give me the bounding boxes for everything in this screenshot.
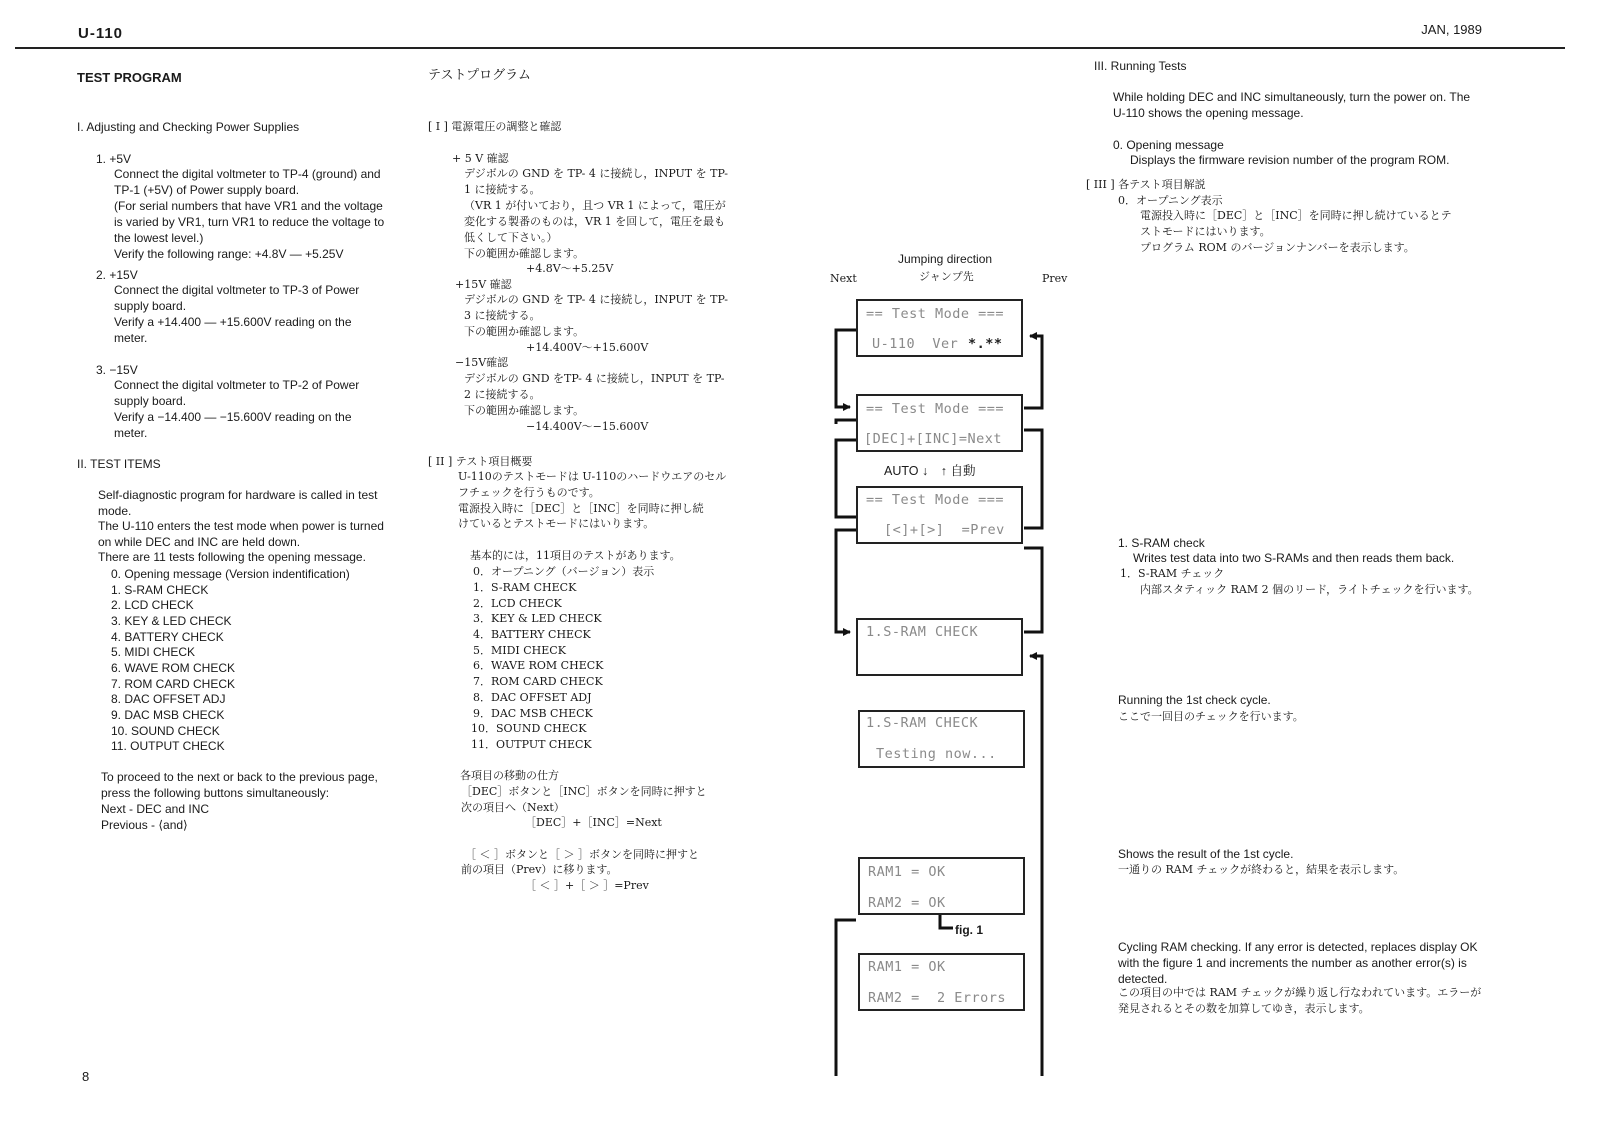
jump-direction-label: Jumping direction [898,252,993,266]
jp-test-item: 2．LCD CHECK [473,597,562,610]
en-nav-line: Previous - ⟨and⟩ [101,818,188,832]
jp-sec3-heading: [ III ] 各テスト項目解説 [1086,178,1206,191]
lcd-line: == Test Mode === [866,401,1005,417]
en-test-item: 4. BATTERY CHECK [111,630,224,644]
jp-test-item: 5．MIDI CHECK [473,644,566,657]
en-test-item: 9. DAC MSB CHECK [111,708,225,722]
jp-item2-range: +14.400V～+15.600V [526,341,649,354]
lcd-line: [DEC]+[INC]=Next [864,431,1003,447]
en-item1-line: the lowest level.) [114,231,204,245]
en-item1-line: Verify the following range: +4.8V — +5.25V [114,247,344,261]
cycling-line: with the figure 1 and increments the number as another error(s) is [1118,956,1467,970]
sec3-heading: III. Running Tests [1094,59,1187,73]
jp-test-item: 7．ROM CARD CHECK [473,675,603,688]
en-nav-line: Next - DEC and INC [101,802,210,816]
lcd-sram-check [856,618,1023,676]
jp-title: テストプログラム [428,68,531,83]
jp-test-item: 6．WAVE ROM CHECK [473,659,604,672]
lcd-line: [<]+[>] =Prev [884,522,1005,538]
en-item3-line: Connect the digital voltmeter to TP-2 of Power [114,378,360,392]
lcd-opening [856,299,1023,357]
jp-item1-line: 変化する製番のものは，VR 1 を回して，電圧を最も [464,215,725,228]
en-item1-line: (For serial numbers that have VR1 and the voltage [114,199,383,213]
jp-test-item: 10．SOUND CHECK [471,722,587,735]
en-test-item: 8. DAC OFFSET ADJ [111,692,226,706]
jp-sec2-intro-line: 電源投入時に［DEC］と［INC］を同時に押し続 [458,502,704,515]
cycle1-text: Running the 1st check cycle. [1118,693,1271,707]
jp-sec1-heading: [ I ] 電源電圧の調整と確認 [428,120,562,133]
jp-test-item: 8．DAC OFFSET ADJ [473,691,592,704]
jp-test-item: 1．S-RAM CHECK [473,581,577,594]
auto-label: AUTO ↓ ↑ 自動 [884,464,976,478]
jp-opening-line: 電源投入時に［DEC］と［INC］を同時に押し続けているとテ [1140,209,1452,222]
en-title: TEST PROGRAM [77,70,182,85]
en-sec1-heading: I. Adjusting and Checking Power Supplies [77,120,300,134]
document-date: JAN, 1989 [1421,22,1482,37]
jp-nav-formula-next: ［DEC］+［INC］=Next [525,816,662,829]
en-test-item: 5. MIDI CHECK [111,645,196,659]
en-test-item: 6. WAVE ROM CHECK [111,661,236,675]
lcd-line: Testing now... [876,746,997,762]
jp-item1-line: 低くして下さい。） [464,231,558,244]
lcd-sram-errors [858,953,1025,1011]
jp-nav-line: 前の項目（Prev）に移ります。 [461,863,618,876]
result1-text: Shows the result of the 1st cycle. [1118,847,1294,861]
cycling-line: Cycling RAM checking. If any error is detected, replaces display OK [1118,940,1478,954]
lcd-line: RAM2 = OK [868,895,946,911]
jp-test-item: 4．BATTERY CHECK [473,628,591,641]
page-number: 8 [82,1069,90,1084]
en-item2-line: meter. [114,331,148,345]
opening-label: 0. Opening message [1113,138,1224,152]
lcd-line: RAM2 = 2 Errors [868,990,1007,1006]
sec3-line: While holding DEC and INC simultaneously, turn the power on. The [1113,90,1471,104]
en-sec2-intro-line: mode. [98,504,132,518]
en-item1-label: 1. +5V [96,152,132,166]
jp-nav-formula-prev: ［ ＜ ］+［ ＞ ］=Prev [525,879,649,892]
jp-item3-line: 2 に接続する。 [464,388,541,401]
jp-opening-label: 0．オープニング表示 [1118,194,1223,207]
next-label: Next [830,272,857,285]
jp-test-item: 0．オープニング（バージョン）表示 [473,565,655,578]
lcd-sram-testing [858,710,1025,768]
jp-item3-line: デジボルの GND をTP- 4 に接続し，INPUT を TP- [464,372,725,385]
en-sec2-intro-line: The U-110 enters the test mode when power is turned [98,519,384,533]
jp-sec2-intro-line: U-110のテストモードは U-110のハードウエアのセル [458,470,727,483]
lcd-line: RAM1 = OK [868,959,946,975]
jp-sec2-intro-line: けているとテストモードにはいります。 [458,517,655,530]
jp-nav-line: 次の項目へ（Next） [461,801,565,814]
model-name: U-110 [78,25,124,42]
en-test-item: 2. LCD CHECK [111,598,194,612]
lcd-line: U-110 Ver [872,336,959,352]
jp-test-item: 9．DAC MSB CHECK [473,707,593,720]
en-nav-line: press the following buttons simultaneously: [101,786,330,800]
jp-nav-line: ［DEC］ボタンと［INC］ボタンを同時に押すと [461,785,707,798]
jp-opening-line: プログラム ROM のバージョンナンバーを表示します。 [1140,241,1415,254]
lcd-test-mode-prev [856,486,1023,544]
jump-direction-label-jp: ジャンプ先 [919,270,974,283]
en-item2-line: supply board. [114,299,187,313]
jp-item1-line: 1 に接続する。 [464,183,541,196]
jp-tests-intro: 基本的には，11項目のテストがあります。 [470,549,681,562]
jp-item3-label: −15V確認 [455,356,509,369]
jp-item2-line: デジボルの GND を TP- 4 に接続し，INPUT を TP- [464,293,728,306]
jp-test-item: 3．KEY & LED CHECK [473,612,602,625]
lcd-line: == Test Mode === [866,306,1005,322]
jp-item2-line: 下の範囲か確認します。 [464,325,585,338]
jp-cycling-line: 発見されるとその数を加算してゆき，表示します。 [1118,1002,1370,1015]
lcd-line: 1.S-RAM CHECK [866,624,979,640]
jp-item3-line: 下の範囲か確認します。 [464,404,585,417]
cycling-line: detected. [1118,972,1168,986]
jp-sec2-intro-line: フチェックを行うものです。 [458,486,600,499]
jp-item1-label: + 5 V 確認 [452,152,509,165]
lcd-line: == Test Mode === [866,492,1005,508]
en-test-item: 1. S-RAM CHECK [111,583,209,597]
jp-item3-range: −14.400V～−15.600V [526,420,649,433]
en-sec2-intro-line: on while DEC and INC are held down. [98,535,301,549]
lcd-version: *.** [968,336,1003,352]
jp-item1-line: （VR 1 が付いており，且つ VR 1 によって，電圧が [464,199,726,212]
en-item2-line: Verify a +14.400 — +15.600V reading on the [114,315,352,329]
en-item3-label: 3. −15V [96,363,138,377]
en-test-item: 3. KEY & LED CHECK [111,614,232,628]
en-item1-line: TP-1 (+5V) of Power supply board. [114,183,300,197]
en-test-item: 11. OUTPUT CHECK [111,739,225,753]
jp-item1-line: デジボルの GND を TP- 4 に接続し，INPUT を TP- [464,167,728,180]
en-test-item: 0. Opening message (Version indentification) [111,567,350,581]
lcd-line: 1.S-RAM CHECK [866,715,979,731]
en-sec2-intro-line: There are 11 tests following the opening message. [98,550,366,564]
en-nav-line: To proceed to the next or back to the previous page, [101,770,378,784]
jp-result1-text: 一通りの RAM チェックが終わると，結果を表示します。 [1118,863,1405,876]
jp-cycle1-text: ここで一回目のチェックを行います。 [1118,710,1304,723]
en-test-item: 7. ROM CARD CHECK [111,677,236,691]
lcd-test-mode-next [856,394,1023,452]
en-item2-label: 2. +15V [96,268,138,282]
lcd-line: RAM1 = OK [868,864,946,880]
opening-desc: Displays the firmware revision number of the program ROM. [1130,153,1450,167]
prev-label: Prev [1042,272,1068,285]
jp-item1-range: +4.8V～+5.25V [526,262,614,275]
jp-sram-label: 1．S-RAM チェック [1120,567,1225,580]
fig-label: fig. 1 [955,923,984,937]
jp-nav-line: ［ ＜ ］ボタンと［ ＞ ］ボタンを同時に押すと [465,848,699,861]
en-item3-line: meter. [114,426,148,440]
en-sec2-heading: II. TEST ITEMS [77,457,161,471]
jp-item1-line: 下の範囲か確認します。 [464,247,585,260]
jp-item2-label: +15V 確認 [455,278,512,291]
jp-test-item: 11．OUTPUT CHECK [471,738,592,751]
jp-cycling-line: この項目の中では RAM チェックが繰り返し行なわれています。エラーが [1118,986,1482,999]
sec3-line: U-110 shows the opening message. [1113,106,1304,120]
en-sec2-intro-line: Self-diagnostic program for hardware is called in test [98,488,378,502]
en-item1-line: Connect the digital voltmeter to TP-4 (ground) and [114,167,381,181]
jp-opening-line: ストモードにはいります。 [1140,225,1271,238]
en-item3-line: Verify a −14.400 — −15.600V reading on the [114,410,352,424]
lcd-sram-result [858,857,1025,915]
en-item2-line: Connect the digital voltmeter to TP-3 of Power [114,283,360,297]
jp-item2-line: 3 に接続する。 [464,309,541,322]
jp-sec2-heading: [ II ] テスト項目概要 [428,455,533,468]
sram-label: 1. S-RAM check [1118,536,1205,550]
en-item1-line: is varied by VR1, turn VR1 to reduce the voltage to [114,215,385,229]
en-item3-line: supply board. [114,394,187,408]
jp-sram-desc: 内部スタティック RAM 2 個のリード，ライトチェックを行います。 [1140,583,1479,596]
jp-nav-heading: 各項目の移動の仕方 [460,769,559,782]
en-test-item: 10. SOUND CHECK [111,724,220,738]
sram-desc: Writes test data into two S-RAMs and then reads them back. [1133,551,1455,565]
